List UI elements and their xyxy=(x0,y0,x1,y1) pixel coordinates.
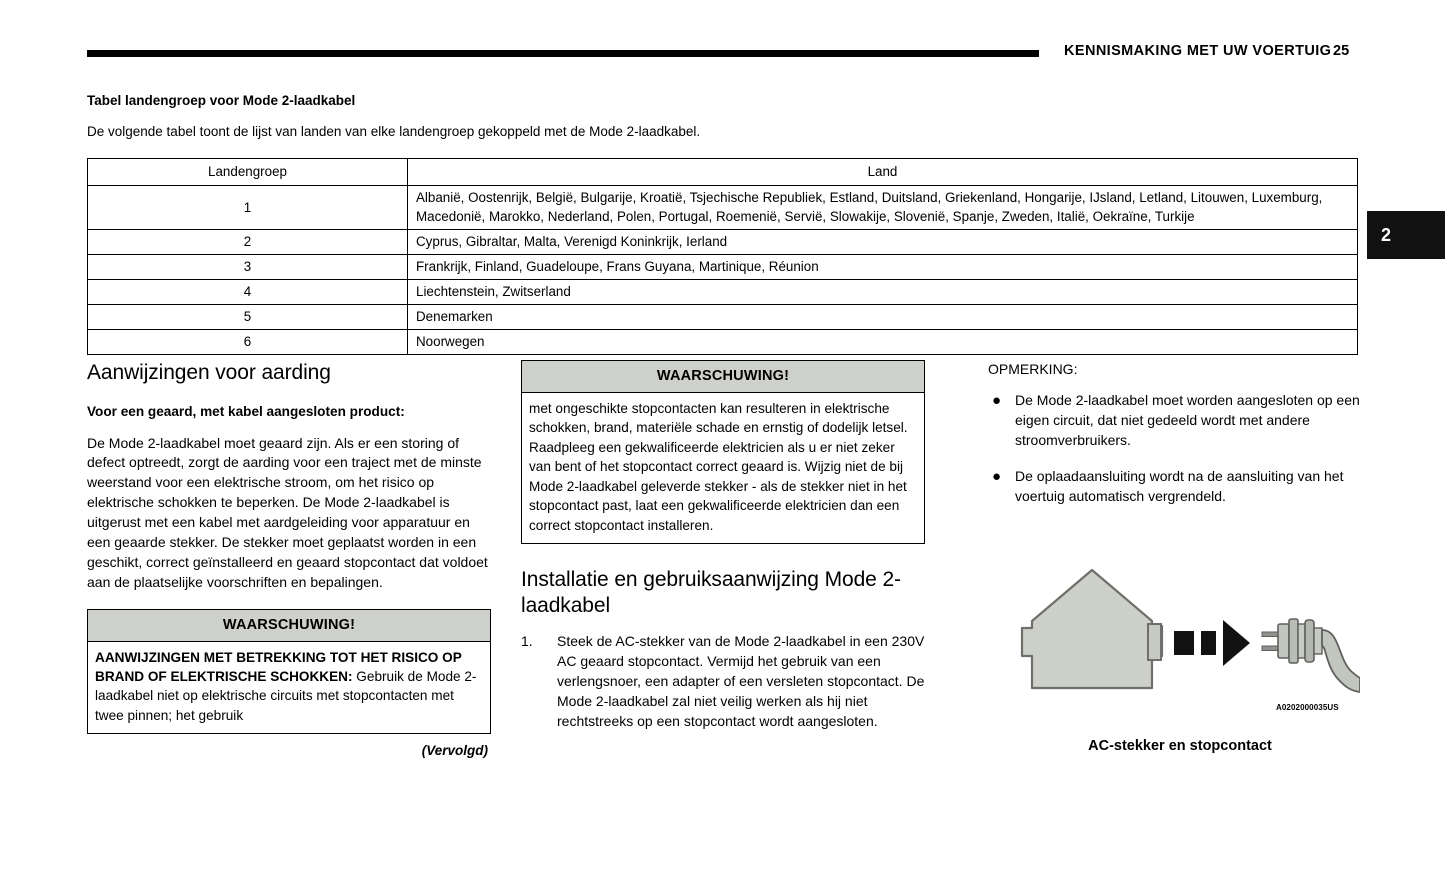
middle-warning-box xyxy=(521,360,925,544)
header-page-number: 25 xyxy=(1333,43,1350,59)
table-cell-group: 5 xyxy=(88,305,408,330)
left-section-heading: Aanwijzingen voor aarding xyxy=(87,361,331,384)
middle-warning-title: WAARSCHUWING! xyxy=(522,361,924,393)
figure-caption: AC-stekker en stopcontact xyxy=(1088,738,1272,754)
note-label: OPMERKING: xyxy=(988,361,1078,377)
header-title: KENNISMAKING MET UW VOERTUIG xyxy=(1064,43,1332,59)
bullet-icon: ● xyxy=(992,392,1002,410)
table-row xyxy=(88,305,1358,330)
middle-section-heading: Installatie en gebruiksaanwijzing Mode 2-laadkabel xyxy=(521,568,901,617)
table-header-land: Land xyxy=(408,159,1358,186)
step-text: Steek de AC-stekker van de Mode 2-laadkabel in een 230V AC geaard stopcontact. Vermijd het gebruik van een verlengsnoer, een adapter of een versleten stopcontact. De Mode 2-laadkabel zal niet veilig werken als hij niet rechtstreeks op een stopcontact wordt aangesloten. xyxy=(557,633,925,729)
intro-title: Tabel landengroep voor Mode 2-laadkabel xyxy=(87,93,356,108)
section-tab-marker: 2 xyxy=(1367,211,1445,259)
intro-text: De volgende tabel toont de lijst van landen van elke landengroep gekoppeld met de Mode 2-laadkabel. xyxy=(87,124,701,140)
table-cell-land: Frankrijk, Finland, Guadeloupe, Frans Guyana, Martinique, Réunion xyxy=(408,255,1358,280)
figure-code: A0202000035US xyxy=(1276,703,1339,712)
note-text: De Mode 2-laadkabel moet worden aangesloten op een eigen circuit, dat niet gedeeld wordt met andere stroomverbruikers. xyxy=(1015,392,1360,448)
middle-warning-body: met ongeschikte stopcontacten kan resulteren in elektrische schokken, brand, materiële schade en ernstig of dodelijk letsel. Raadpleeg een gekwalificeerde elektricien als u er niet zeker van bent of het stopcontact correct geaard is. Wijzig niet de bij Mode 2-laadkabel geleverde stekker - als de stekker niet in het stopcontact past, laat een gekwalificeerde elektricien dan een correct stopcontact installeren. xyxy=(529,401,908,533)
note-text: De oplaadaansluiting wordt na de aansluiting van het voertuig automatisch vergrendeld. xyxy=(1015,467,1344,504)
header-rule xyxy=(87,50,1039,57)
table-cell-group: 3 xyxy=(88,255,408,280)
table-cell-land: Liechtenstein, Zwitserland xyxy=(408,280,1358,305)
table-cell-land: Noorwegen xyxy=(408,330,1358,355)
note-list xyxy=(988,391,1360,506)
table-row xyxy=(88,330,1358,355)
plug-icon xyxy=(1262,619,1360,692)
table-header-row xyxy=(88,159,1358,186)
left-warning-emphasis: AANWIJZINGEN MET BETREKKING TOT HET RISICO OP BRAND OF ELEKTRISCHE SCHOKKEN: xyxy=(95,649,462,685)
country-group-table xyxy=(87,158,1358,355)
table-cell-land: Albanië, Oostenrijk, België, Bulgarije, Kroatië, Tsjechische Republiek, Estland, Duitsland, Griekenland, Hongarije, IJsland, Letland, Litouwen, Luxemburg, Macedonië, Marokko, Nederland, Polen, Portugal, Roemenië, Servië, Slowakije, Slovenië, Spanje, Zweden, Italië, Oekraïne, Turkije xyxy=(408,186,1358,230)
left-warning-text: Gebruik de Mode 2-laadkabel niet op elektrische circuits met stopcontacten met twee pinnen; het gebruik xyxy=(95,669,477,723)
arrow-icon xyxy=(1174,620,1250,666)
list-item xyxy=(521,632,925,731)
bullet-icon: ● xyxy=(992,467,1002,485)
ac-plug-outlet-illustration xyxy=(1000,548,1360,728)
table-cell-group: 2 xyxy=(88,230,408,255)
page-header xyxy=(0,0,1445,70)
installation-steps-list xyxy=(521,632,925,731)
middle-column xyxy=(521,360,925,732)
continued-label: (Vervolgd) xyxy=(421,743,488,759)
list-item xyxy=(988,467,1360,507)
right-column xyxy=(988,360,1360,523)
left-subheading: Voor een geaard, met kabel aangesloten product: xyxy=(87,403,405,419)
table-cell-land: Cyprus, Gibraltar, Malta, Verenigd Koninkrijk, Ierland xyxy=(408,230,1358,255)
left-column xyxy=(87,360,491,758)
left-body-text: De Mode 2-laadkabel moet geaard zijn. Als er een storing of defect optreedt, zorgt de aarding voor een traject met de minste weerstand voor een elektrische stroom, om het risico op elektrische schokken te beperken. De Mode 2-laadkabel is uitgerust met een kabel met aardgeleiding voor apparatuur en een geaarde stekker. De stekker moet geplaatst worden in een geschikt, correct geïnstalleerd en geaard stopcontact dat voldoet aan de plaatselijke voorschriften en bepalingen. xyxy=(87,434,488,590)
table-row xyxy=(88,230,1358,255)
table-cell-land: Denemarken xyxy=(408,305,1358,330)
ac-plug-outlet-figure xyxy=(1000,548,1360,754)
left-warning-title: WAARSCHUWING! xyxy=(88,610,490,642)
table-header-landengroep: Landengroep xyxy=(88,159,408,186)
intro-block xyxy=(87,93,1357,140)
house-icon xyxy=(1022,570,1162,688)
table-row xyxy=(88,255,1358,280)
left-warning-body xyxy=(88,642,490,734)
table-row xyxy=(88,280,1358,305)
step-number: 1. xyxy=(521,633,533,650)
table-cell-group: 1 xyxy=(88,186,408,230)
table-row xyxy=(88,186,1358,230)
list-item xyxy=(988,391,1360,451)
table-cell-group: 6 xyxy=(88,330,408,355)
left-warning-box xyxy=(87,609,491,735)
table-cell-group: 4 xyxy=(88,280,408,305)
